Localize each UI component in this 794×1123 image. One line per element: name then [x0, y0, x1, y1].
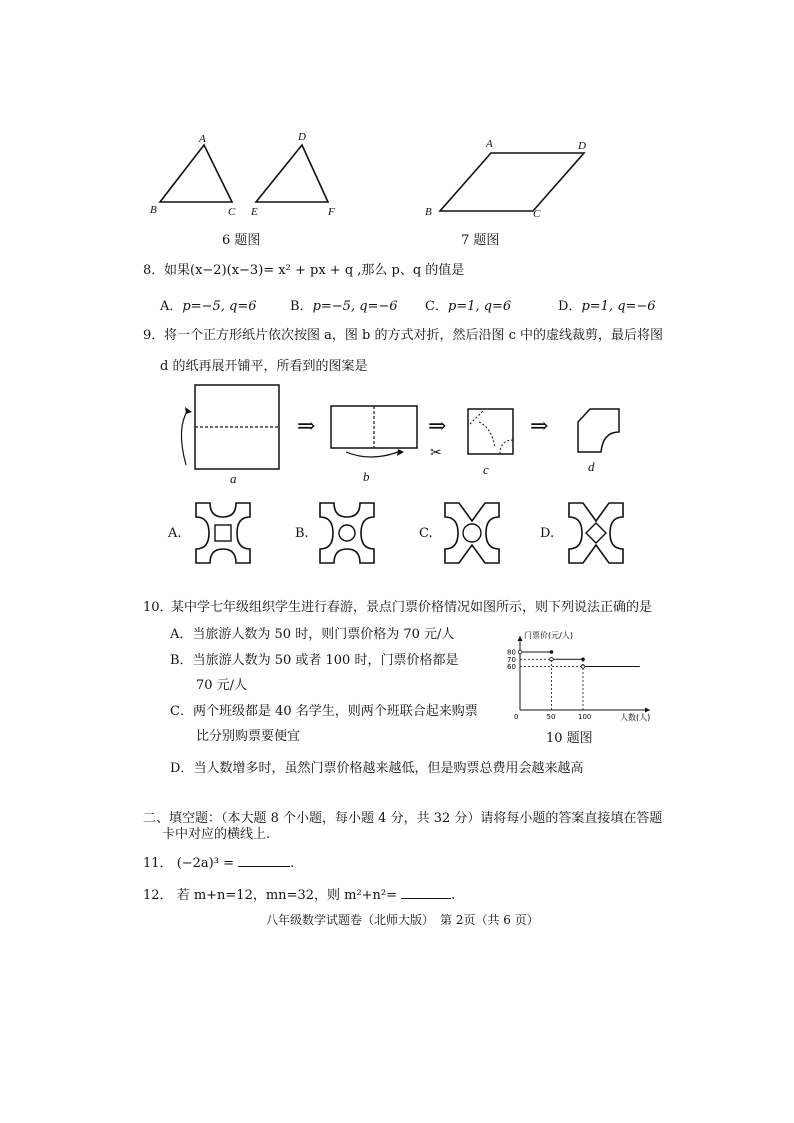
q8-option-a-text: p=−5, q=6 [182, 299, 257, 314]
q10-option-c-line2: 比分别购票要便宜 [196, 729, 301, 744]
q10-option-a-letter: A． [170, 627, 193, 642]
scissors-icon: ✂ [430, 445, 442, 461]
q10-option-b[interactable] [170, 649, 458, 668]
fig7-label-d: D [578, 140, 586, 152]
q10-option-d-line1: 当人数增多时，虽然门票价格越来越低，但是购票总费用会越来越高 [193, 761, 584, 776]
y-tick-label: 80 [507, 648, 516, 657]
fig6-label-d: D [298, 131, 306, 143]
q11-tail: . [290, 856, 295, 871]
y-tick-label: 60 [507, 663, 516, 671]
q10-text: 某中学七年级组织学生进行春游，景点门票价格情况如图所示，则下列说法正确的是 [171, 600, 653, 615]
q9-number: 9． [143, 328, 165, 343]
q10-option-d[interactable] [170, 757, 583, 776]
q10-price-chart [500, 628, 670, 728]
q11-number: 11． [143, 856, 173, 871]
q9-option-a[interactable]: A. [168, 526, 182, 541]
fig7-label-b: B [425, 206, 432, 218]
q9-fig-label-c: c [483, 462, 489, 477]
fig6-label-f: F [328, 206, 335, 218]
q9-fig-label-b: b [363, 469, 370, 484]
y-axis-arrow-icon [518, 636, 523, 641]
q10-option-c-line1: 两个班级都是 40 名学生，则两个班联合起来购票 [192, 704, 478, 719]
fig7-label-c: C [533, 208, 541, 220]
y-axis-label: 门票价(元/人) [524, 631, 573, 640]
q10-option-c-letter: C． [170, 704, 193, 719]
q12-tail: . [451, 888, 456, 903]
x-axis-label: 人数(人) [620, 713, 651, 722]
q8-option-a-letter: A． [160, 299, 183, 314]
q8-option-b-text: p=−5, q=−6 [312, 299, 398, 314]
fig7-caption: 7 题图 [461, 233, 500, 248]
q9-fig-label-a: a [230, 471, 237, 486]
q8-option-d-text: p=1, q=−6 [581, 299, 656, 314]
q8-number: 8． [143, 263, 165, 278]
q11 [143, 852, 294, 871]
origin-label: 0 [514, 713, 519, 721]
fig6-label-a: A [199, 133, 206, 145]
q10-option-b-line2: 70 元/人 [196, 678, 248, 693]
q10-caption: 10 题图 [546, 731, 593, 746]
fig6-label-c: C [228, 206, 236, 218]
q10-option-b-letter: B． [170, 653, 193, 668]
q10-option-a-line1: 当旅游人数为 50 时，则门票价格为 70 元/人 [192, 627, 455, 642]
segment-start-point [518, 650, 522, 654]
q9-arrow-1: ⇒ [297, 414, 316, 439]
q9-arrow-3: ⇒ [530, 414, 549, 439]
q11-answer-blank[interactable] [238, 854, 290, 867]
q12 [143, 884, 455, 903]
q8-text: 如果(x−2)(x−3)= x² + px + q ,那么 p、q 的值是 [164, 263, 465, 278]
q9-line1: 将一个正方形纸片依次按图 a，图 b 的方式对折，然后沿图 c 中的虚线裁剪，最后将图 [164, 328, 664, 343]
q9-option-b[interactable]: B. [295, 526, 309, 541]
q9-option-c[interactable]: C. [419, 526, 433, 541]
q12-number: 12． [143, 888, 173, 903]
section2-line1: 二、填空题：（本大题 8 个小题，每小题 4 分，共 32 分）请将每小题的答案直接填在答题 [143, 811, 663, 826]
fig6-label-e: E [251, 206, 258, 218]
segment-end-point [550, 650, 554, 654]
q8-option-d-letter: D． [558, 299, 582, 314]
x-tick-label: 100 [578, 713, 592, 721]
q9-fig-label-d: d [588, 459, 595, 474]
q12-answer-blank[interactable] [401, 886, 451, 899]
q8-option-b-letter: B． [290, 299, 313, 314]
q12-expr: 若 m+n=12，mn=32，则 m²+n²= [176, 888, 398, 903]
q9-option-d[interactable]: D. [540, 526, 555, 541]
q10-number: 10． [143, 600, 173, 615]
q8-option-c-letter: C． [425, 299, 448, 314]
x-tick-label: 50 [546, 713, 556, 721]
section2-line2: 卡中对应的横线上. [162, 827, 271, 842]
q10-option-b-line1: 当旅游人数为 50 或者 100 时，门票价格都是 [192, 653, 459, 668]
q9-arrow-2: ⇒ [428, 414, 447, 439]
q9-line2: d 的纸再展开铺平，所看到的图案是 [160, 359, 368, 374]
x-axis-arrow-icon [645, 708, 650, 713]
q8-option-c-text: p=1, q=6 [447, 299, 512, 314]
page-footer: 八年级数学试题卷（北师大版） 第 2页（共 6 页） [266, 913, 539, 927]
fig6-label-b: B [150, 204, 157, 216]
fig7-label-a: A [486, 138, 493, 150]
y-tick-label: 70 [507, 655, 516, 664]
q10-option-d-letter: D． [170, 761, 194, 776]
fig6-caption: 6 题图 [222, 233, 261, 248]
q10-option-c[interactable] [170, 700, 478, 719]
q10-option-a[interactable] [170, 623, 454, 642]
q11-expr: (−2a)³ = [176, 856, 234, 871]
